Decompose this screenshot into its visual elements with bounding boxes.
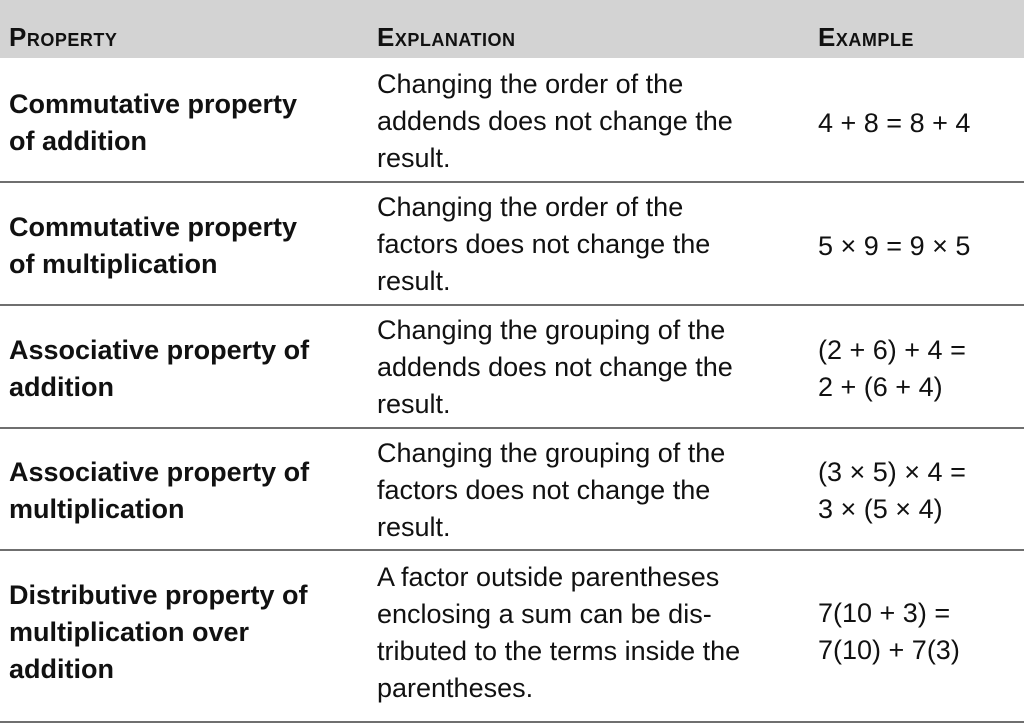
- example-line: 7(10 + 3) =: [818, 598, 951, 628]
- property-line: multiplication over: [9, 617, 250, 647]
- property-line: of multiplication: [9, 249, 218, 279]
- property-line: Associative property of: [9, 457, 310, 487]
- table-header: [0, 0, 1024, 58]
- property-cell: [9, 577, 308, 688]
- example-cell: [818, 454, 966, 528]
- explanation-cell: [377, 66, 733, 177]
- example-line: 7(10) + 7(3): [818, 635, 960, 665]
- example-cell: [818, 332, 966, 406]
- explanation-line: result.: [377, 512, 451, 542]
- property-line: of addition: [9, 126, 147, 156]
- table-row: [0, 58, 1024, 181]
- header-property: Property: [9, 22, 118, 52]
- explanation-cell: [377, 312, 733, 423]
- property-line: addition: [9, 654, 114, 684]
- explanation-line: result.: [377, 389, 451, 419]
- table-row: [0, 183, 1024, 304]
- table-row: [0, 306, 1024, 427]
- property-line: addition: [9, 372, 114, 402]
- explanation-line: factors does not change the: [377, 475, 711, 505]
- table-row: [0, 551, 1024, 721]
- explanation-line: addends does not change the: [377, 352, 733, 382]
- property-line: Distributive property of: [9, 580, 308, 610]
- property-line: Commutative property: [9, 212, 298, 242]
- explanation-line: Changing the grouping of the: [377, 438, 726, 468]
- explanation-line: result.: [377, 143, 451, 173]
- example-line: 5 × 9 = 9 × 5: [818, 231, 971, 261]
- example-line: 2 + (6 + 4): [818, 372, 943, 402]
- example-line: 4 + 8 = 8 + 4: [818, 108, 971, 138]
- example-cell: [818, 595, 960, 669]
- explanation-line: Changing the grouping of the: [377, 315, 726, 345]
- example-line: (3 × 5) × 4 =: [818, 457, 966, 487]
- property-line: Associative property of: [9, 335, 310, 365]
- example-line: 3 × (5 × 4): [818, 494, 943, 524]
- property-cell: [9, 209, 297, 283]
- explanation-line: Changing the order of the: [377, 69, 684, 99]
- explanation-line: tributed to the terms inside the: [377, 636, 741, 666]
- property-cell: [9, 454, 309, 528]
- explanation-line: result.: [377, 266, 451, 296]
- explanation-cell: [377, 559, 740, 707]
- explanation-line: enclosing a sum can be dis-: [377, 599, 712, 629]
- explanation-line: addends does not change the: [377, 106, 733, 136]
- property-line: multiplication: [9, 494, 185, 524]
- header-example: Example: [818, 22, 914, 52]
- row-divider: [0, 721, 1024, 723]
- example-cell: [818, 105, 970, 142]
- explanation-line: Changing the order of the: [377, 192, 684, 222]
- example-cell: [818, 228, 970, 265]
- example-line: (2 + 6) + 4 =: [818, 335, 966, 365]
- explanation-cell: [377, 189, 710, 300]
- explanation-line: factors does not change the: [377, 229, 711, 259]
- property-cell: [9, 332, 309, 406]
- header-explanation: Explanation: [377, 22, 516, 52]
- property-line: Commutative property: [9, 89, 298, 119]
- property-cell: [9, 86, 297, 160]
- explanation-cell: [377, 435, 725, 546]
- explanation-line: parentheses.: [377, 673, 534, 703]
- table-row: [0, 429, 1024, 549]
- explanation-line: A factor outside parentheses: [377, 562, 720, 592]
